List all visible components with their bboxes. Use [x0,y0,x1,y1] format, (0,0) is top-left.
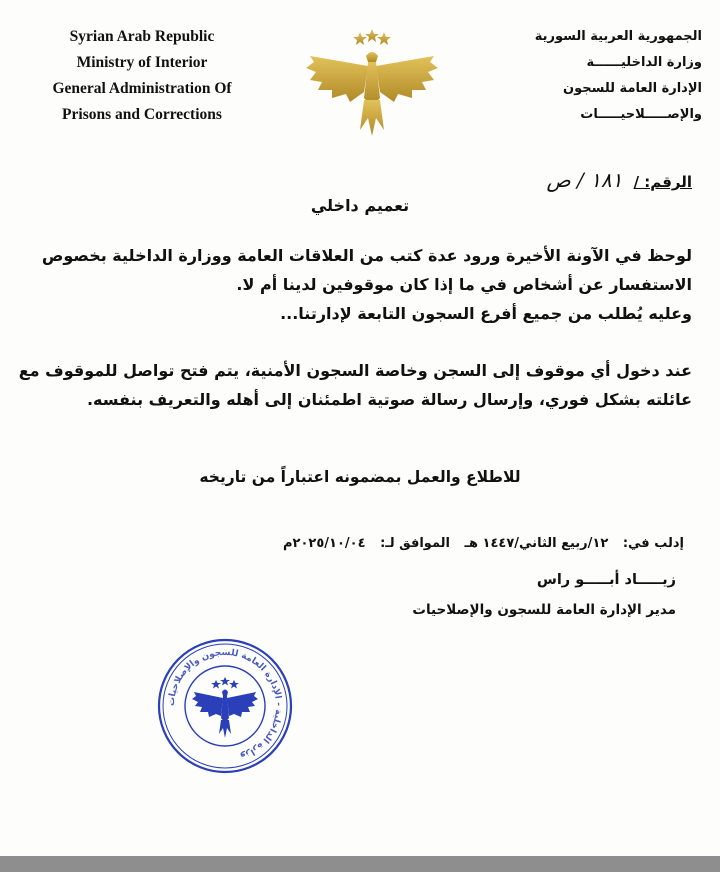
header-ar-line: الجمهورية العربية السورية [534,29,702,44]
reference-number [547,168,693,192]
header-english [22,24,262,128]
header-en-line: Prisons and Corrections [62,106,222,123]
paragraph-line: عائلته بشكل فوري، وإرسال رسالة صوتية اطمئنان إلى أهله والتعريف بنفسه. [86,390,692,409]
header-ar-line: والإصـــــلاحيـــــات [580,107,702,122]
golden-eagle-emblem-icon [302,26,442,146]
signer-name: زيـــــاد أبـــــو راس [536,572,676,588]
paragraph-2 [18,356,692,414]
stamp-ring-text: وزارة الداخلية - الإدارة العامة للسجون والإصلاحيات [166,647,284,762]
date-label: إدلب في: [622,536,684,551]
closing-line: للاطلاع والعمل بمضمونه اعتباراً من تاريخه [199,468,521,486]
date-hijri: ١٢/ربيع الثاني/١٤٤٧ هـ [464,536,609,551]
reference-value: ١٨١ / ص [546,168,623,192]
header-arabic [482,24,702,128]
document-title: تعميم داخلي [310,196,410,215]
date-line [273,536,684,551]
header-en-line: General Administration Of [52,80,232,97]
reference-label: الرقم: / [633,173,692,191]
paragraph-line: وعليه يُطلب من جميع أفرع السجون التابعة لإدارتنا... [280,304,692,323]
blue-eagle-stamp-icon [150,632,300,780]
paragraph-1 [24,241,692,328]
paragraph-line: عند دخول أي موقوف إلى السجن وخاصة السجون الأمنية، يتم فتح تواصل للموقوف مع [18,361,692,380]
date-gregorian-label: الموافق لـ: [380,536,451,551]
header-en-line: Syrian Arab Republic [69,28,215,45]
date-gregorian: ٢٠٢٥/١٠/٠٤م [283,536,366,551]
header-ar-line: وزارة الداخليــــــة [586,55,702,70]
paragraph-line: لوحظ في الآونة الأخيرة ورود عدة كتب من العلاقات العامة ووزارة الداخلية بخصوص [41,246,692,265]
header-en-line: Ministry of Interior [76,54,208,71]
footer-bar [0,856,720,872]
signer-title: مدير الإدارة العامة للسجون والإصلاحيات [412,602,676,618]
paragraph-line: الاستفسار عن أشخاص في ما إذا كان موقوفين لدينا أم لا. [236,275,692,294]
header-ar-line: الإدارة العامة للسجون [563,81,702,96]
